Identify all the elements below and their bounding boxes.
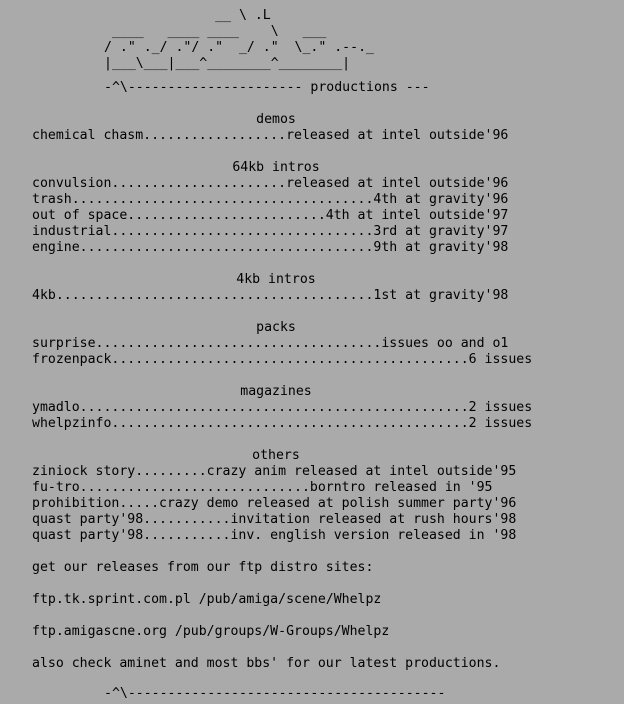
section-title-others: others (252, 448, 300, 463)
list-item: out of space.........................4th at intel outside'97 (32, 208, 509, 223)
list-item: quast party'98...........inv. english version released in '98 (32, 528, 517, 543)
ftp-address-tk-sprint: ftp.tk.sprint.com.pl /pub/amiga/scene/Whelpz (32, 592, 382, 607)
section-title-4kb-intros: 4kb intros (236, 272, 316, 287)
list-item: ymadlo.................................................2 issues (32, 400, 533, 415)
list-item: 4kb........................................1st at gravity'98 (32, 288, 509, 303)
list-item: engine.....................................9th at gravity'98 (32, 240, 509, 255)
logo-line-2: ____ ____ ____ \ ___ (104, 24, 327, 39)
list-item: industrial.................................3rd at gravity'97 (32, 224, 509, 239)
logo-line-1: __ \ .L (104, 8, 271, 23)
distro-text: get our releases from our ftp distro sites: (32, 560, 374, 575)
list-item: frozenpack.............................................6 issues (32, 352, 533, 367)
section-title-64kb-intros: 64kb intros (232, 160, 320, 175)
list-item: surprise....................................issues oo and o1 (32, 336, 509, 351)
section-title-packs: packs (256, 320, 296, 335)
section-title-magazines: magazines (240, 384, 312, 399)
section-title-demos: demos (256, 112, 296, 127)
list-item: whelpzinfo.............................................2 issues (32, 416, 533, 431)
list-item: chemical chasm..................released at intel outside'96 (32, 128, 509, 143)
ftp-address-amigascne: ftp.amigascne.org /pub/groups/W-Groups/Whelpz (32, 624, 390, 639)
header-rule: -^\---------------------- productions --- (104, 80, 430, 95)
list-item: trash......................................4th at gravity'96 (32, 192, 509, 207)
list-item: convulsion......................released at intel outside'96 (32, 176, 509, 191)
bottom-rule: -^\---------------------------------------- (104, 686, 446, 701)
logo-line-3: / ." ._/ ."/ ." _/ ." \_." .--._ (104, 40, 374, 55)
list-item: prohibition.....crazy demo released at polish summer party'96 (32, 496, 517, 511)
list-item: quast party'98...........invitation released at rush hours'98 (32, 512, 517, 527)
list-item: fu-tro.............................borntro released in '95 (32, 480, 493, 495)
aminet-text: also check aminet and most bbs' for our latest productions. (32, 656, 501, 671)
logo-line-4: |___\___|___^________^________| (104, 56, 351, 71)
list-item: ziniock story.........crazy anim released at intel outside'95 (32, 464, 517, 479)
